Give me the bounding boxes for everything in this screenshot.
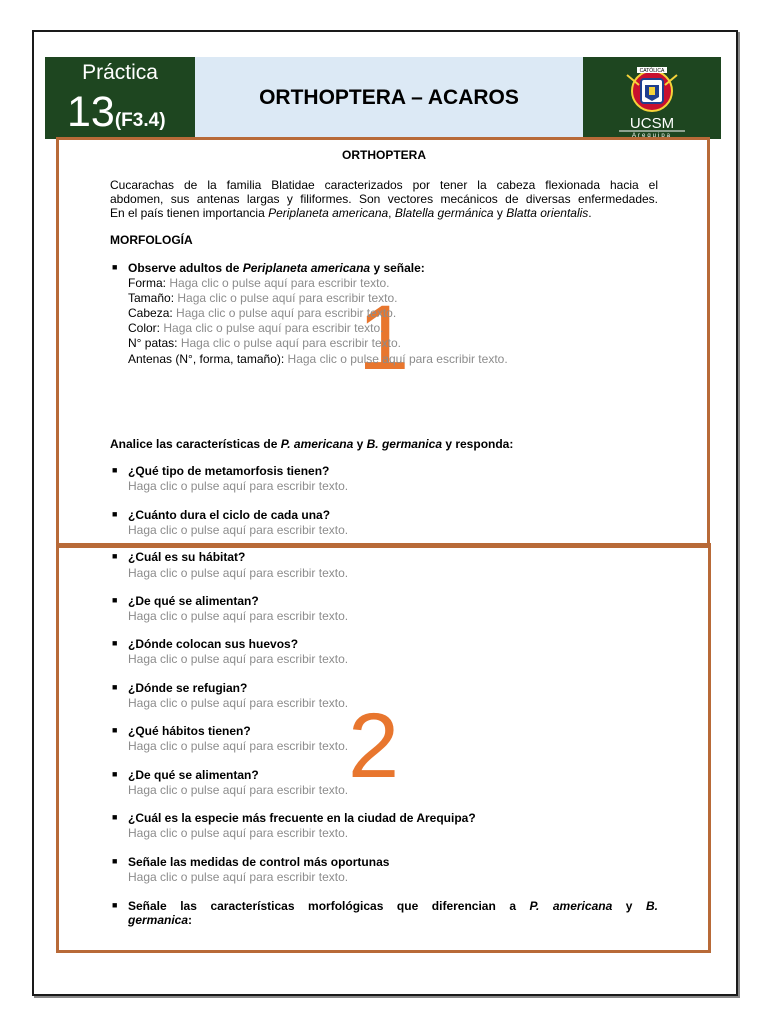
answer-field[interactable]: Haga clic o pulse aquí para escribir texto. xyxy=(128,696,349,710)
species-name: Periplaneta americana xyxy=(268,206,389,220)
answer-field[interactable]: Haga clic o pulse aquí para escribir texto. xyxy=(128,739,349,753)
species-name: Blatta orientalis xyxy=(506,206,589,220)
morphology-heading: MORFOLOGÍA xyxy=(110,233,193,247)
field-label: Antenas (N°, forma, tamaño): xyxy=(128,352,285,366)
question-text: Señale las características morfológicas que diferencian a xyxy=(128,899,530,913)
field-placeholder[interactable]: Haga clic o pulse aquí para escribir texto. xyxy=(169,276,390,290)
question-label: Señale las medidas de control más oportunas xyxy=(128,855,390,869)
bullet-icon: ■ xyxy=(112,262,118,272)
question-label: ¿De qué se alimentan? xyxy=(128,594,259,608)
practice-number: 13 xyxy=(67,88,115,136)
species-name: Blatella germánica xyxy=(394,206,494,220)
bullet-icon: ■ xyxy=(112,812,118,822)
field-antenas[interactable] xyxy=(128,352,508,366)
question-text: : xyxy=(188,913,193,927)
bullet-icon: ■ xyxy=(112,725,118,735)
answer-field[interactable]: Haga clic o pulse aquí para escribir texto. xyxy=(128,609,349,623)
question-label: ¿Qué tipo de metamorfosis tienen? xyxy=(128,464,330,478)
field-placeholder[interactable]: Haga clic o pulse aquí para escribir texto. xyxy=(177,291,398,305)
field-label: Forma: xyxy=(128,276,167,290)
section-title: ORTHOPTERA xyxy=(342,148,426,162)
field-tamano[interactable] xyxy=(128,291,398,305)
answer-field[interactable]: Haga clic o pulse aquí para escribir texto. xyxy=(128,523,349,537)
bullet-icon: ■ xyxy=(112,638,118,648)
field-cabeza[interactable] xyxy=(128,306,396,320)
field-label: Color: xyxy=(128,321,161,335)
question-text: y xyxy=(612,899,646,913)
intro-line-2: abdomen, sus antenas largas y filiformes. Son vectores mecánicos de diversas enfermedades. xyxy=(110,192,658,206)
observe-instruction xyxy=(128,261,425,275)
practice-badge xyxy=(45,57,195,139)
intro-line-1: Cucarachas de la familia Blatidae caracterizados por tener la cabeza flexionada hacia el xyxy=(110,178,658,192)
question-label: ¿Cuál es su hábitat? xyxy=(128,550,246,564)
question-label-continued xyxy=(128,913,192,927)
logo-subtext: Arequipa xyxy=(631,133,673,139)
university-logo xyxy=(583,57,721,139)
bullet-icon: ■ xyxy=(112,856,118,866)
question-label: ¿Dónde se refugian? xyxy=(128,681,248,695)
field-label: N° patas: xyxy=(128,336,178,350)
university-crest-icon xyxy=(583,57,721,139)
bullet-icon: ■ xyxy=(112,682,118,692)
question-label: ¿Dónde colocan sus huevos? xyxy=(128,637,299,651)
intro-sep: y xyxy=(493,206,507,220)
logo-banner: CATÓLICA xyxy=(639,68,665,74)
answer-field[interactable]: Haga clic o pulse aquí para escribir texto. xyxy=(128,783,349,797)
field-label: Tamaño: xyxy=(128,291,175,305)
observe-text: Observe adultos de xyxy=(128,261,243,275)
bullet-icon: ■ xyxy=(112,595,118,605)
species-name: B. germanica xyxy=(366,437,442,451)
species-name: Periplaneta americana xyxy=(242,261,371,275)
field-patas[interactable] xyxy=(128,336,401,350)
field-forma[interactable] xyxy=(128,276,389,290)
question-label: ¿De qué se alimentan? xyxy=(128,768,259,782)
observe-text: y señale: xyxy=(370,261,425,275)
species-name: P. americana xyxy=(280,437,354,451)
intro-end: . xyxy=(588,206,592,220)
question-label: ¿Cuál es la especie más frecuente en la ciudad de Arequipa? xyxy=(128,811,476,825)
annotation-number-1: 1 xyxy=(358,287,410,389)
answer-field[interactable]: Haga clic o pulse aquí para escribir texto. xyxy=(128,479,349,493)
analysis-text: y xyxy=(353,437,367,451)
analysis-text: y responda: xyxy=(442,437,514,451)
field-label: Cabeza: xyxy=(128,306,173,320)
field-placeholder[interactable]: Haga clic o pulse aquí para escribir texto. xyxy=(176,306,397,320)
intro-line-3 xyxy=(110,206,658,220)
bullet-icon: ■ xyxy=(112,769,118,779)
header xyxy=(45,57,721,139)
intro-sep: , xyxy=(388,206,395,220)
logo-text: UCSM xyxy=(629,115,675,132)
field-placeholder[interactable]: Haga clic o pulse aquí para escribir texto. xyxy=(180,336,401,350)
species-name: B. xyxy=(646,899,658,913)
field-placeholder[interactable]: Haga clic o pulse aquí para escribir texto. xyxy=(163,321,384,335)
answer-field[interactable]: Haga clic o pulse aquí para escribir texto. xyxy=(128,566,349,580)
answer-field[interactable]: Haga clic o pulse aquí para escribir texto. xyxy=(128,870,349,884)
practice-code: (F3.4) xyxy=(114,110,166,131)
question-label: ¿Cuánto dura el ciclo de cada una? xyxy=(128,508,331,522)
question-label xyxy=(128,899,658,913)
field-color[interactable] xyxy=(128,321,383,335)
bullet-icon: ■ xyxy=(112,551,118,561)
intro-text: En el país tienen importancia xyxy=(110,206,269,220)
bullet-icon: ■ xyxy=(112,465,118,475)
question-label: ¿Qué hábitos tienen? xyxy=(128,724,251,738)
analysis-text: Analice las características de xyxy=(110,437,281,451)
answer-field[interactable]: Haga clic o pulse aquí para escribir texto. xyxy=(128,652,349,666)
analysis-heading xyxy=(110,437,513,451)
bullet-icon: ■ xyxy=(112,509,118,519)
annotation-number-2: 2 xyxy=(348,695,400,797)
answer-field[interactable]: Haga clic o pulse aquí para escribir texto. xyxy=(128,826,349,840)
species-name: germanica xyxy=(128,913,189,927)
bullet-icon: ■ xyxy=(112,900,118,910)
field-placeholder[interactable]: Haga clic o pulse aquí para escribir texto. xyxy=(287,352,508,366)
practice-label: Práctica xyxy=(82,61,158,84)
page-title: ORTHOPTERA – ACAROS xyxy=(195,57,583,139)
species-name: P. americana xyxy=(529,899,613,913)
